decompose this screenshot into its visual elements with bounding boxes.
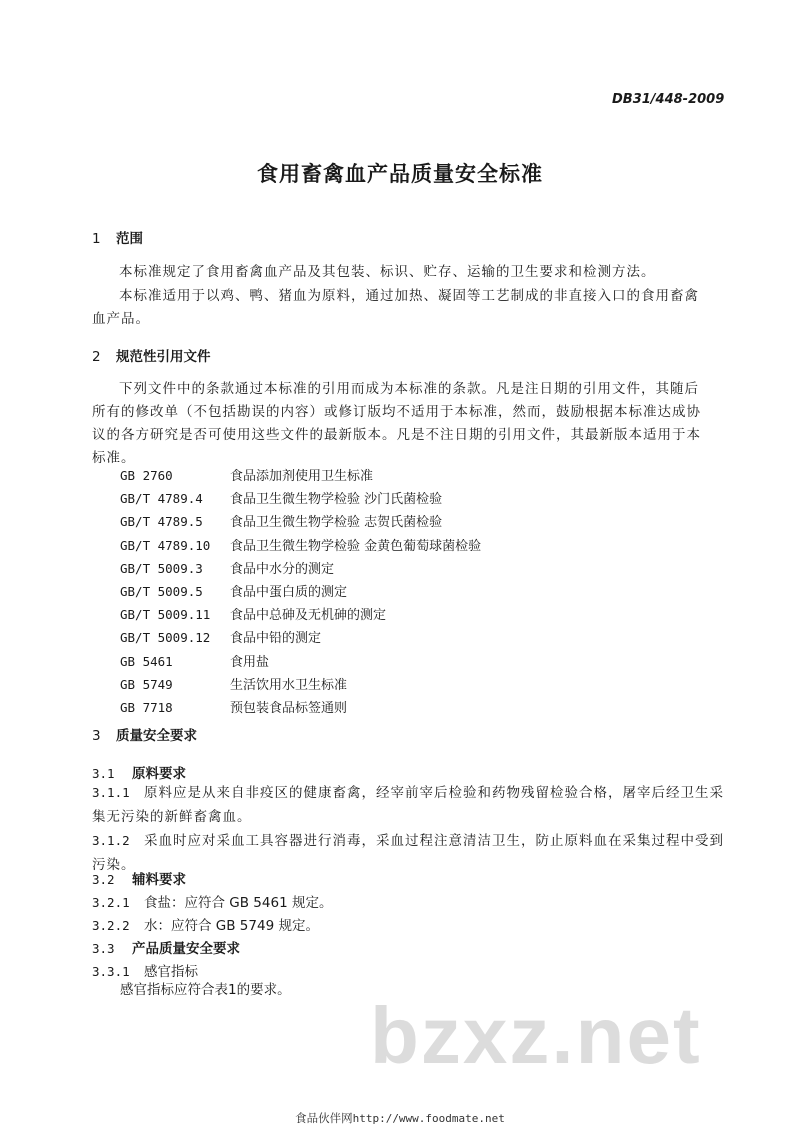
reference-item: [120, 696, 481, 719]
clause-title: 感官指标: [144, 964, 198, 980]
reference-item: [120, 626, 481, 649]
subsection-title: 产品质量安全要求: [132, 941, 240, 957]
clause-3-1-1: [92, 781, 724, 829]
reference-code: GB 5749: [120, 676, 173, 692]
reference-code: GB/T 5009.5: [120, 583, 203, 599]
clause-text: 采血时应对采血工具容器进行消毒，采血过程注意清洁卫生，防止原料血在采集过程中受到污染。: [92, 833, 724, 873]
reference-item: [120, 534, 481, 557]
clause-number: 3.3.1: [92, 964, 130, 979]
subsection-title: 原料要求: [132, 766, 186, 782]
reference-item: [120, 464, 481, 487]
clause-number: 3.1.1: [92, 785, 130, 800]
reference-item: [120, 510, 481, 533]
subsection-3-3-heading: [92, 937, 240, 957]
clause-3-1-2: [92, 829, 724, 877]
document-code: DB31/448-2009: [612, 92, 725, 107]
section-number: 1: [92, 231, 101, 247]
clause-number: 3.2.1: [92, 895, 130, 910]
subsection-3-2-heading: [92, 868, 186, 888]
reference-name: 预包装食品标签通则: [230, 700, 348, 716]
footer-url[interactable]: http://www.foodmate.net: [352, 1112, 505, 1125]
reference-code: GB 7718: [120, 699, 173, 715]
footer-site-name: 食品伙伴网: [295, 1111, 353, 1125]
subsection-3-1-heading: [92, 762, 186, 782]
watermark: bzxz.net: [370, 991, 702, 1080]
subsection-number: 3.3: [92, 941, 115, 956]
section-2-paragraph: 下列文件中的条款通过本标准的引用而成为本标准的条款。凡是注日期的引用文件，其随后所有的修改单（不包括勘误的内容）或修订版均不适用于本标准，然而，鼓励根据本标准达成协议的各方研究是否可使用这些文件的最新版本。凡是不注日期的引用文件，其最新版本适用于本标准。: [92, 381, 701, 466]
reference-item: [120, 580, 481, 603]
clause-text: 水：应符合 GB 5749 规定。: [144, 918, 319, 934]
reference-list: [120, 464, 481, 719]
section-1-paragraph-1: 本标准规定了食用畜禽血产品及其包装、标识、贮存、运输的卫生要求和检测方法。: [119, 264, 656, 280]
clause-3-3-1-text: 感官指标应符合表1的要求。: [120, 982, 291, 998]
section-title: 质量安全要求: [116, 728, 197, 744]
reference-name: 食品中铅的测定: [230, 631, 322, 647]
reference-name: 食用盐: [230, 654, 270, 670]
clause-3-2-1: [92, 891, 332, 911]
reference-name: 食品卫生微生物学检验 沙门氏菌检验: [230, 492, 443, 508]
reference-name: 食品添加剂使用卫生标准: [230, 469, 374, 484]
clause-number: 3.1.2: [92, 833, 130, 848]
section-2-heading: [92, 345, 211, 365]
reference-code: GB 2760: [120, 468, 173, 483]
clause-text: 食盐：应符合 GB 5461 规定。: [144, 895, 333, 911]
subsection-number: 3.2: [92, 872, 115, 887]
reference-code: GB/T 4789.10: [120, 537, 211, 553]
reference-name: 食品卫生微生物学检验 金黄色葡萄球菌检验: [230, 538, 482, 554]
section-1-heading: [92, 227, 143, 247]
reference-code: GB/T 4789.5: [120, 514, 203, 530]
reference-code: GB/T 4789.4: [120, 491, 203, 507]
reference-name: 食品中水分的测定: [230, 561, 335, 577]
clause-3-3-1-heading: [92, 960, 198, 980]
document-title: 食用畜禽血产品质量安全标准: [257, 162, 543, 186]
footer: [0, 1110, 800, 1126]
clause-3-2-2: [92, 914, 319, 934]
reference-name: 食品卫生微生物学检验 志贺氏菌检验: [230, 515, 443, 531]
reference-code: GB/T 5009.12: [120, 630, 211, 646]
section-title: 范围: [116, 231, 143, 247]
clause-number: 3.2.2: [92, 918, 130, 933]
section-3-heading: [92, 724, 197, 744]
reference-code: GB/T 5009.3: [120, 560, 203, 576]
reference-item: [120, 487, 481, 510]
subsection-title: 辅料要求: [132, 872, 186, 888]
subsection-number: 3.1: [92, 766, 115, 781]
reference-name: 食品中蛋白质的测定: [230, 584, 348, 600]
reference-item: [120, 603, 481, 626]
reference-name: 生活饮用水卫生标准: [230, 677, 348, 693]
reference-code: GB 5461: [120, 653, 173, 669]
section-title: 规范性引用文件: [116, 349, 211, 365]
reference-code: GB/T 5009.11: [120, 607, 211, 623]
reference-name: 食品中总砷及无机砷的测定: [230, 608, 387, 624]
reference-item: [120, 557, 481, 580]
section-1-paragraph-2: 本标准适用于以鸡、鸭、猪血为原料，通过加热、凝固等工艺制成的非直接入口的食用畜禽血产品。: [92, 288, 699, 327]
reference-item: [120, 673, 481, 696]
section-number: 3: [92, 728, 101, 744]
section-number: 2: [92, 349, 101, 365]
clause-text: 原料应是从来自非疫区的健康畜禽，经宰前宰后检验和药物残留检验合格，屠宰后经卫生采集无污染的新鲜畜禽血。: [92, 785, 724, 825]
reference-item: [120, 650, 481, 673]
